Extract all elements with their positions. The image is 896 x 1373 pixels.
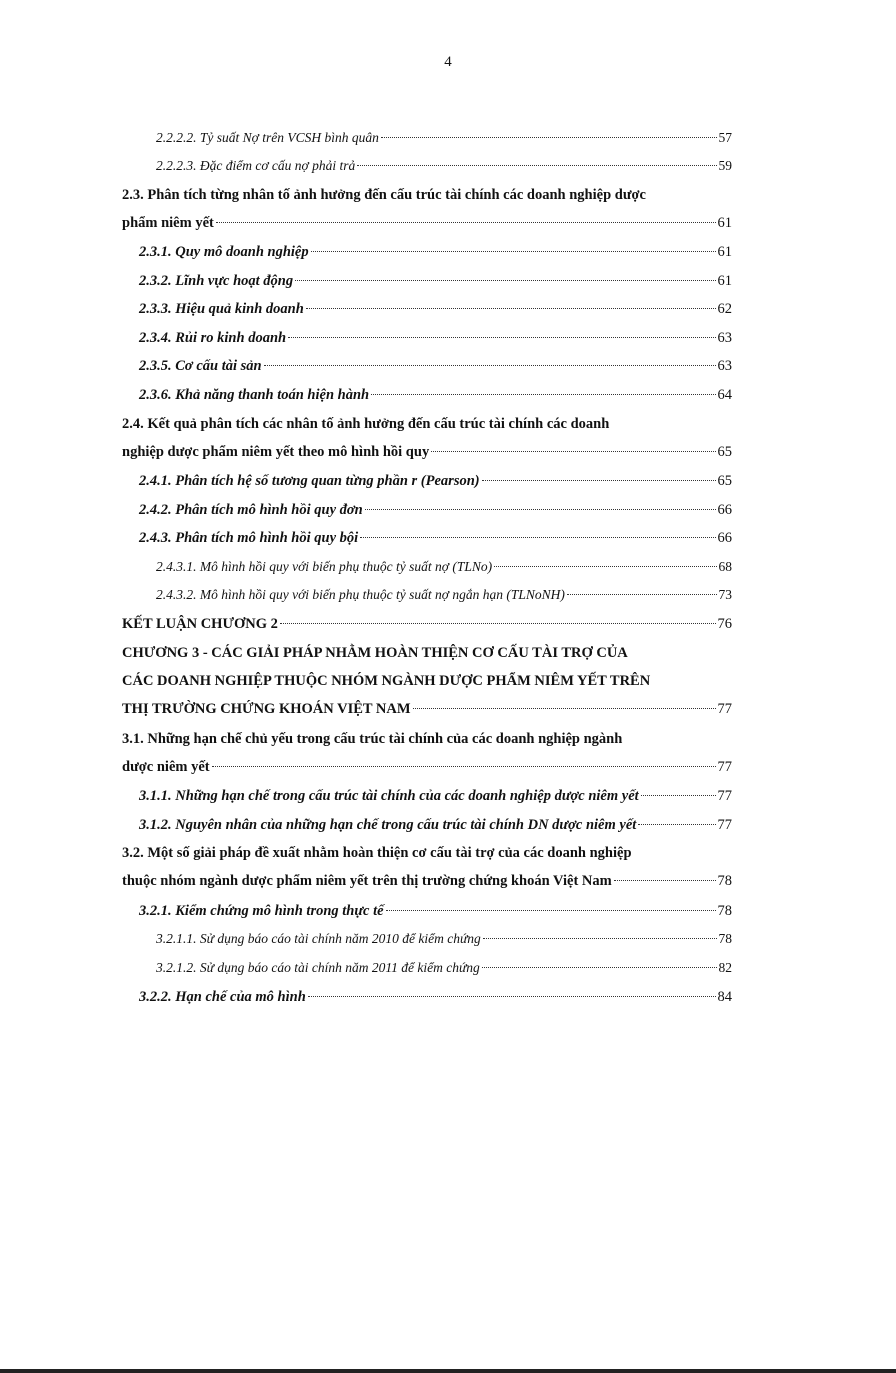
toc-page-number: 61 [717,244,732,260]
toc-entry-2-2-2-2[interactable] [156,128,732,148]
toc-page-number: 77 [717,788,732,804]
toc-entry-3-1[interactable] [122,729,732,777]
toc-entry-text: 2.4.2. Phân tích mô hình hồi quy đơn [139,502,363,518]
toc-entry-text-line1: 3.1. Những hạn chế chủ yếu trong cấu trúc tài chính của các doanh nghiệp ngành [122,731,623,747]
toc-page-number: 78 [717,903,732,919]
dot-leader [306,308,716,309]
toc-page-number: 61 [717,273,732,289]
toc-entry-3-1-2[interactable] [139,815,732,835]
dot-leader [638,824,715,825]
dot-leader [381,137,717,138]
toc-page-number: 65 [717,444,732,460]
toc-page-number: 77 [717,817,732,833]
toc-entry-text-line1: 3.2. Một số giải pháp đề xuất nhằm hoàn thiện cơ cấu tài trợ của các doanh nghiệp [122,845,632,861]
toc-entry-text-line1: CHƯƠNG 3 - CÁC GIẢI PHÁP NHẰM HOÀN THIỆN CƠ CẤU TÀI TRỢ CỦA [122,645,628,661]
toc-entry-text: 3.2.2. Hạn chế của mô hình [139,989,306,1005]
dot-leader [482,967,717,968]
toc-entry-text: 2.4.3.1. Mô hình hồi quy với biến phụ thuộc tỷ suất nợ (TLNo) [156,559,493,574]
dot-leader [567,594,717,595]
toc-entry-2-3-4[interactable] [139,328,732,348]
toc-entry-text: 3.2.1. Kiểm chứng mô hình trong thực tế [139,903,384,919]
dot-leader [483,938,717,939]
toc-entry-text: dược niêm yết [122,759,210,775]
toc-entry-2-3-2[interactable] [139,271,732,291]
toc-page-number: 57 [718,130,732,145]
toc-entry-2-4-1[interactable] [139,471,732,491]
toc-entry-2-4-3-1[interactable] [156,557,732,577]
dot-leader [413,708,716,709]
toc-page-number: 64 [717,387,732,403]
toc-entry-text: 3.2.1.1. Sử dụng báo cáo tài chính năm 2010 để kiểm chứng [156,931,481,946]
toc-entry-text-line2: CÁC DOANH NGHIỆP THUỘC NHÓM NGÀNH DƯỢC PHẨM NIÊM YẾT TRÊN [122,673,651,689]
toc-page-number: 63 [717,358,732,374]
toc-entry-ket-luan-chuong-2[interactable] [122,614,732,634]
toc-page-number: 84 [717,989,732,1005]
page-bottom-edge [0,1369,896,1373]
toc-entry-text: 2.4.3.2. Mô hình hồi quy với biến phụ thuộc tỷ suất nợ ngắn hạn (TLNoNH) [156,587,565,602]
toc-page-number: 77 [717,759,732,775]
toc-entry-3-2-1-1[interactable] [156,929,732,949]
dot-leader [494,566,716,567]
toc-page-number: 78 [718,931,732,946]
toc-entry-text: 2.3.1. Quy mô doanh nghiệp [139,244,309,260]
toc-page-number: 65 [717,473,732,489]
dot-leader [641,795,716,796]
toc-entry-text: 2.4.1. Phân tích hệ số tương quan từng phần r (Pearson) [139,473,480,489]
toc-page-number: 73 [718,587,732,602]
page-number: 4 [444,54,452,70]
toc-entry-text: 2.4.3. Phân tích mô hình hồi quy bội [139,530,359,546]
dot-leader [371,394,715,395]
toc-entry-chuong-3[interactable] [122,643,732,719]
toc-page-number: 78 [717,873,732,889]
toc-entry-2-2-2-3[interactable] [156,156,732,176]
toc-entry-3-2-1[interactable] [139,901,732,921]
toc-page-number: 76 [717,616,732,632]
toc-page-number: 68 [718,559,732,574]
toc-page-number: 59 [718,158,732,173]
toc-entry-3-1-1[interactable] [139,786,732,806]
toc-page-number: 66 [717,530,732,546]
dot-leader [482,480,716,481]
toc-entry-3-2-2[interactable] [139,987,732,1007]
toc-entry-2-3-1[interactable] [139,242,732,262]
toc-page-number: 66 [717,502,732,518]
toc-entry-text: thuộc nhóm ngành dược phẩm niêm yết trên thị trường chứng khoán Việt Nam [122,873,612,889]
toc-entry-text: 3.1.1. Những hạn chế trong cấu trúc tài chính của các doanh nghiệp dược niêm yết [139,788,639,804]
toc-entry-text: 2.3.6. Khả năng thanh toán hiện hành [139,387,370,403]
toc-entry-text: phẩm niêm yết [122,215,214,231]
toc-entry-text: 2.3.2. Lĩnh vực hoạt động [139,273,294,289]
toc-entry-3-2-1-2[interactable] [156,958,732,978]
dot-leader [365,509,716,510]
toc-entry-text: KẾT LUẬN CHƯƠNG 2 [122,616,278,632]
dot-leader [386,910,716,911]
dot-leader [295,280,715,281]
toc-entry-2-3-5[interactable] [139,356,732,376]
toc-entry-text: 2.3.4. Rủi ro kinh doanh [139,330,287,346]
dot-leader [216,222,716,223]
toc-entry-2-4[interactable] [122,414,732,462]
toc-entry-text-line1: 2.3. Phân tích từng nhân tố ảnh hưởng đến cấu trúc tài chính các doanh nghiệp dược [122,187,646,203]
toc-entry-2-4-2[interactable] [139,500,732,520]
toc-entry-3-2[interactable] [122,843,732,891]
toc-entry-text: 2.2.2.2. Tỷ suất Nợ trên VCSH bình quân [156,130,379,145]
toc-entry-text: 2.2.2.3. Đặc điểm cơ cấu nợ phải trả [156,158,356,173]
toc-entry-2-3[interactable] [122,185,732,233]
toc-entry-2-3-3[interactable] [139,299,732,319]
dot-leader [311,251,716,252]
toc-entry-2-3-6[interactable] [139,385,732,405]
dot-leader [360,537,715,538]
toc-entry-text: 2.3.3. Hiệu quả kinh doanh [139,301,304,317]
toc-entry-2-4-3-2[interactable] [156,585,732,605]
toc-entry-text: THỊ TRƯỜNG CHỨNG KHOÁN VIỆT NAM [122,701,411,717]
toc-entry-text: nghiệp dược phẩm niêm yết theo mô hình hồi quy [122,444,430,460]
toc-page-number: 82 [718,960,732,975]
toc-entry-text: 2.3.5. Cơ cấu tài sản [139,358,262,374]
toc-entry-text-line1: 2.4. Kết quả phân tích các nhân tố ảnh hưởng đến cấu trúc tài chính các doanh [122,416,610,432]
dot-leader [264,365,716,366]
toc-page-number: 61 [717,215,732,231]
toc-entry-2-4-3[interactable] [139,528,732,548]
toc-page-number: 62 [717,301,732,317]
toc-page-number: 77 [717,701,732,717]
dot-leader [308,996,716,997]
dot-leader [357,165,716,166]
toc-entry-text: 3.1.2. Nguyên nhân của những hạn chế trong cấu trúc tài chính DN dược niêm yết [139,817,637,833]
dot-leader [212,766,716,767]
dot-leader [280,623,716,624]
dot-leader [288,337,715,338]
dot-leader [431,451,715,452]
dot-leader [614,880,716,881]
toc-page-number: 63 [717,330,732,346]
toc-entry-text: 3.2.1.2. Sử dụng báo cáo tài chính năm 2011 để kiểm chứng [156,960,480,975]
